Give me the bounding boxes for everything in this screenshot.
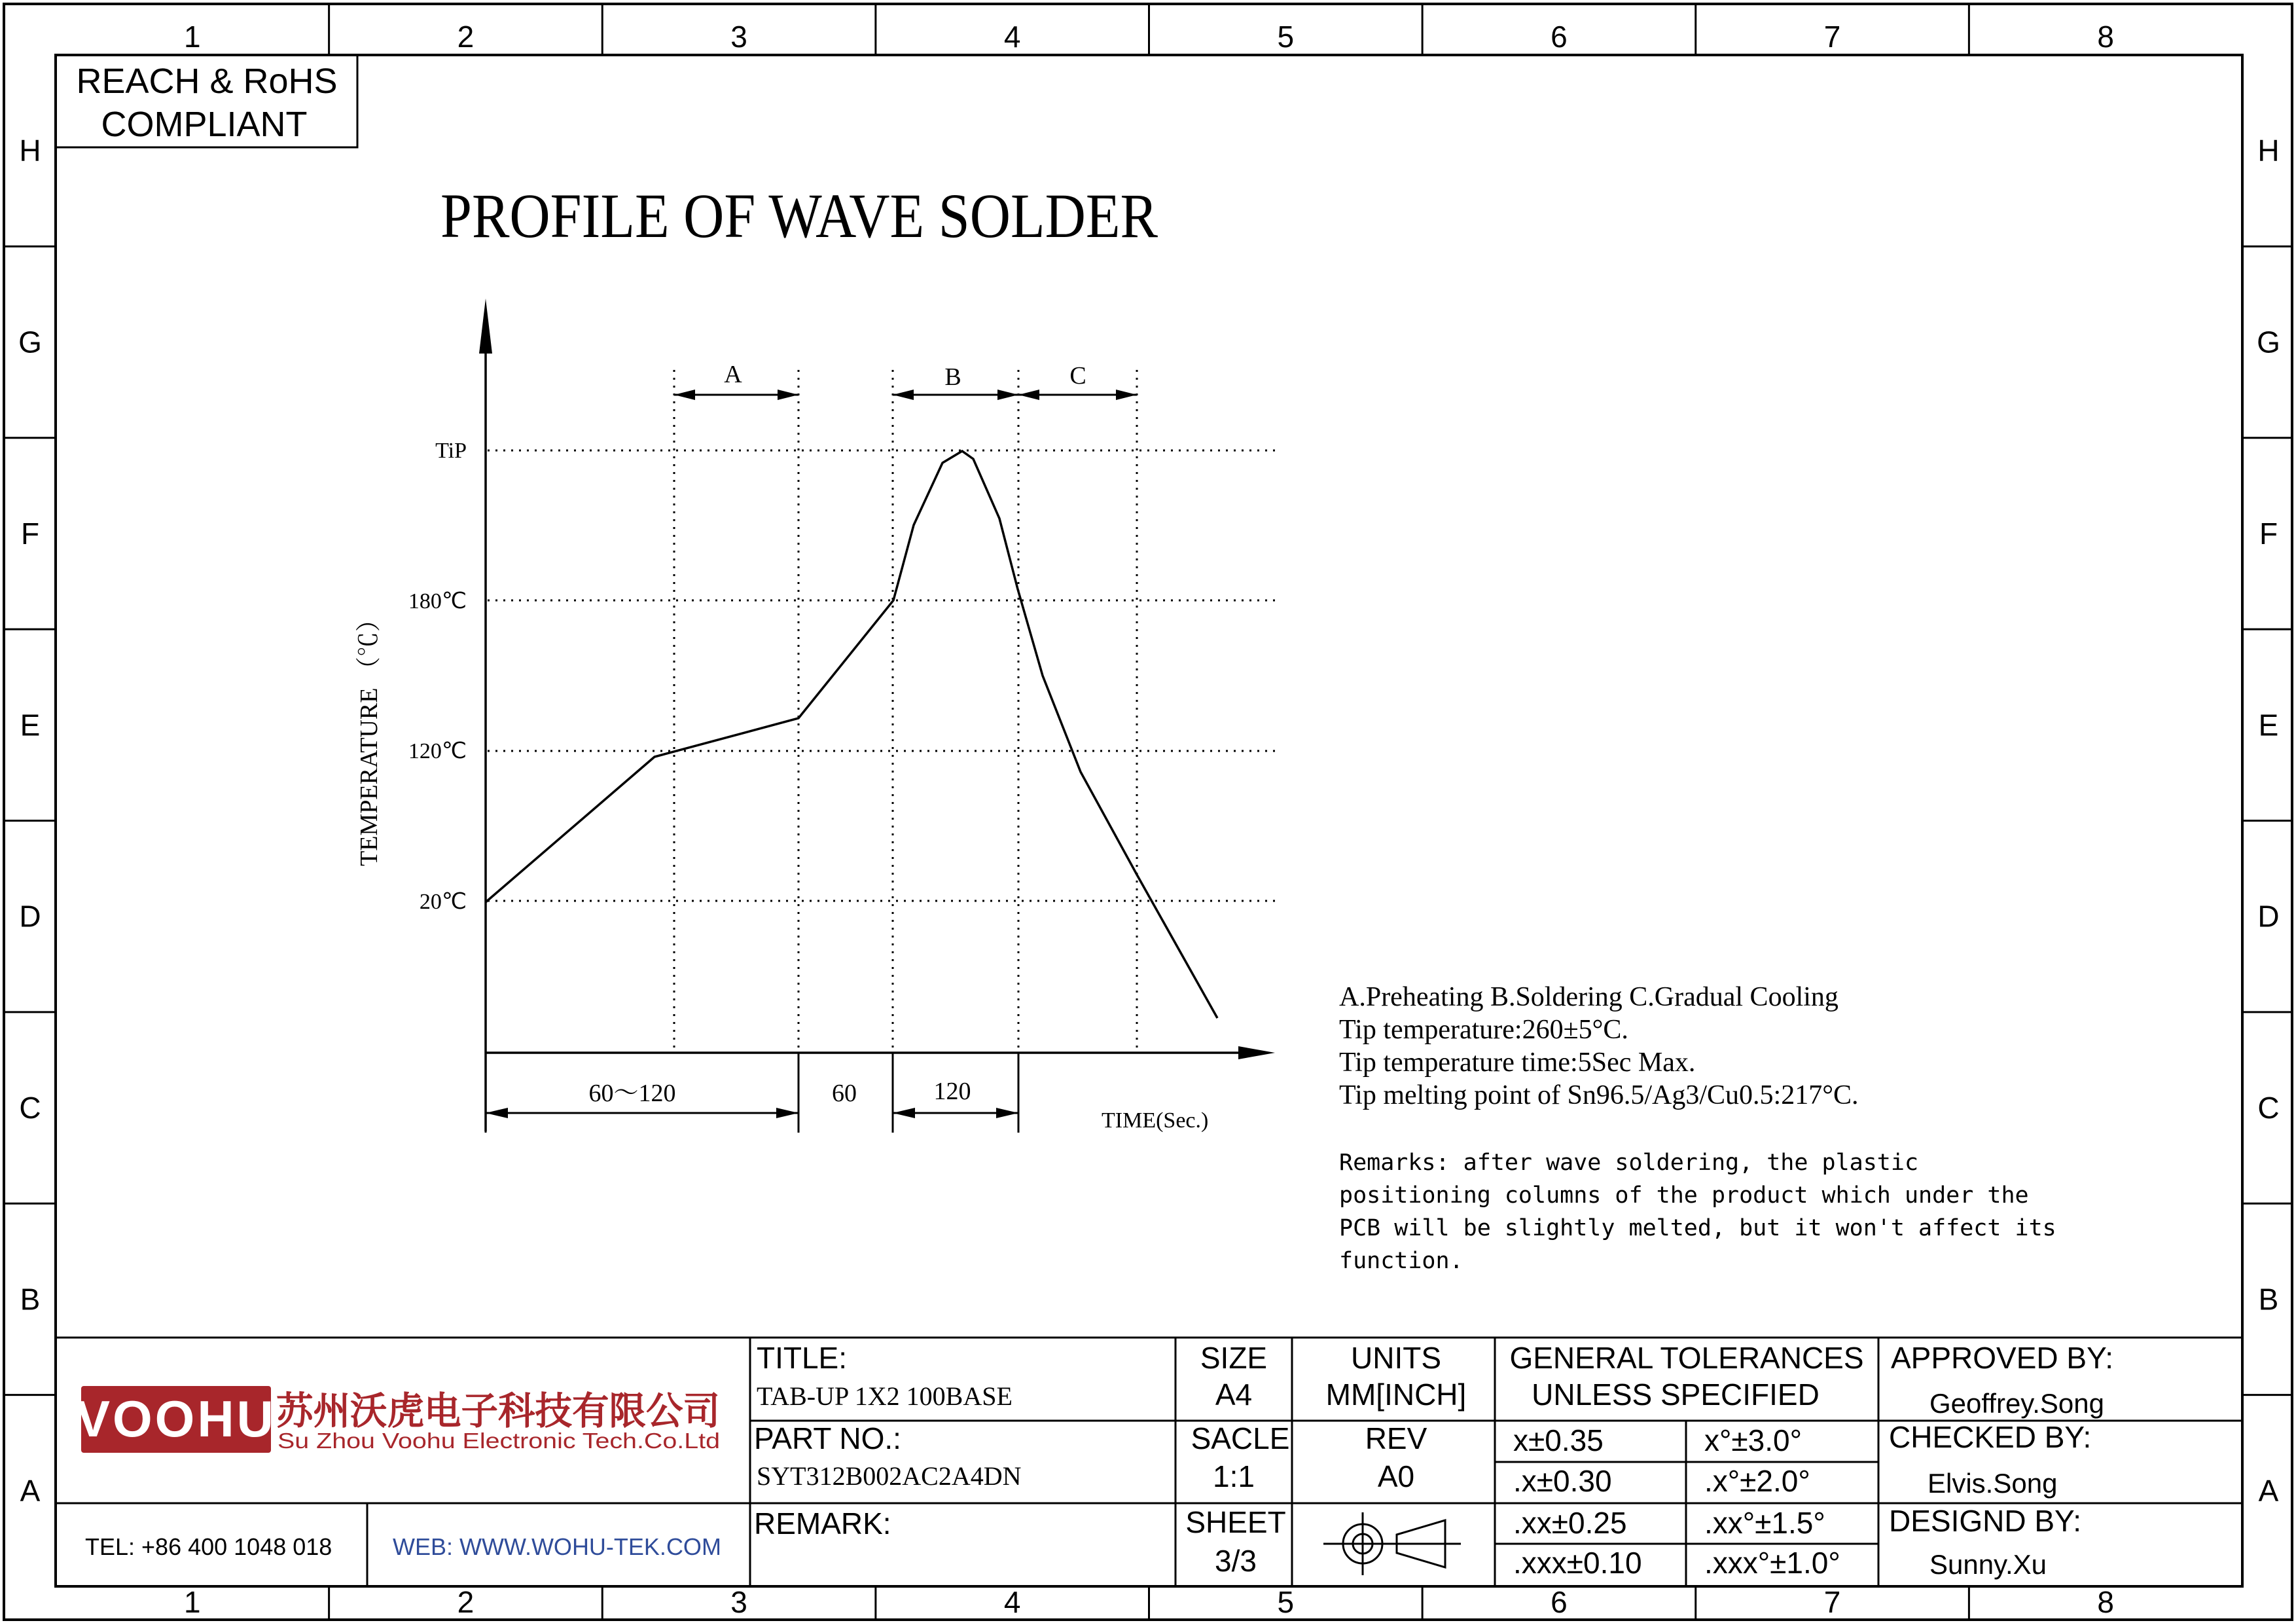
y-axis-label: TEMPERATURE （℃）	[355, 607, 383, 866]
row-label-left-G: G	[18, 325, 42, 359]
row-label-right-B: B	[2258, 1282, 2279, 1317]
column-label-top-4: 4	[1003, 20, 1021, 54]
guide-lines	[488, 370, 1275, 1051]
web-text: WEB: WWW.WOHU-TEK.COM	[393, 1533, 721, 1560]
tel-text: TEL: +86 400 1048 018	[85, 1533, 332, 1560]
projection-symbol	[1323, 1512, 1461, 1575]
zone-a-label: A	[724, 361, 742, 388]
column-label-top-3: 3	[730, 20, 747, 54]
column-label-bottom-4: 4	[1003, 1585, 1021, 1619]
tick-120: 120℃	[408, 739, 467, 763]
column-label-bottom-3: 3	[730, 1585, 747, 1619]
row-label-right-C: C	[2257, 1091, 2280, 1125]
note-line-3: Tip temperature time:5Sec Max.	[1339, 1048, 1696, 1078]
row-label-left-A: A	[20, 1473, 41, 1508]
logo-text: VOOHU	[75, 1390, 277, 1448]
row-label-right-F: F	[2259, 516, 2278, 551]
company-logo	[76, 1386, 276, 1453]
designed-value: Sunny.Xu	[1929, 1549, 2047, 1580]
column-label-top-8: 8	[2097, 20, 2114, 54]
title-block	[56, 1338, 2242, 1586]
row-label-left-H: H	[19, 134, 41, 168]
row-label-left-E: E	[20, 708, 41, 742]
tolerance-linear-0: x±0.35	[1513, 1423, 1604, 1457]
company-name-en: Su Zhou Voohu Electronic Tech.Co.Ltd	[278, 1429, 720, 1453]
remark-line-3: PCB will be slightly melted, but it won't affect its	[1339, 1215, 2056, 1241]
row-label-right-E: E	[2258, 708, 2279, 742]
tolerance-angular-1: .x°±2.0°	[1704, 1464, 1810, 1498]
column-label-bottom-7: 7	[1823, 1585, 1841, 1619]
tolerance-linear-2: .xx±0.25	[1513, 1506, 1627, 1540]
tolerance-linear-1: .x±0.30	[1513, 1464, 1612, 1498]
drawing-title: PROFILE OF WAVE SOLDER	[440, 181, 1158, 251]
solder-profile-diagram	[355, 299, 1275, 1133]
title-label: TITLE:	[757, 1341, 848, 1375]
row-label-left-F: F	[20, 516, 40, 551]
approved-label: APPROVED BY:	[1891, 1341, 2114, 1375]
tolerance-title-1: GENERAL TOLERANCES	[1509, 1341, 1864, 1375]
scale-label: SACLE	[1191, 1421, 1290, 1455]
duration-soldering: 120	[933, 1078, 971, 1105]
tick-20: 20℃	[419, 890, 467, 914]
column-label-bottom-6: 6	[1551, 1585, 1568, 1619]
tolerance-linear-3: .xxx±0.10	[1513, 1546, 1642, 1580]
column-label-top-6: 6	[1551, 20, 1568, 54]
sheet-label: SHEET	[1185, 1505, 1286, 1539]
remark-line-4: function.	[1339, 1248, 1463, 1274]
remark-line-2: positioning columns of the product which under the	[1339, 1182, 2029, 1209]
y-axis-arrow	[479, 299, 492, 354]
remark-label: REMARK:	[754, 1506, 891, 1541]
size-label: SIZE	[1200, 1341, 1268, 1375]
rev-value: A0	[1377, 1459, 1415, 1493]
zone-c-label: C	[1069, 362, 1086, 390]
column-label-top-7: 7	[1823, 20, 1841, 54]
units-value: MM[INCH]	[1325, 1377, 1467, 1412]
checked-value: Elvis.Song	[1928, 1468, 2058, 1499]
tolerance-angular-2: .xx°±1.5°	[1704, 1506, 1825, 1540]
duration-middle: 60	[832, 1080, 857, 1107]
compliance-box	[56, 55, 357, 147]
tolerance-angular-3: .xxx°±1.0°	[1704, 1546, 1840, 1580]
scale-value: 1:1	[1213, 1459, 1255, 1493]
part-value: SYT312B002AC2A4DN	[757, 1461, 1022, 1491]
checked-label: CHECKED BY:	[1889, 1420, 2092, 1454]
column-label-bottom-8: 8	[2097, 1585, 2114, 1619]
row-label-left-C: C	[19, 1091, 41, 1125]
tolerance-angular-0: x°±3.0°	[1704, 1423, 1802, 1457]
rev-label: REV	[1365, 1421, 1427, 1455]
row-label-right-D: D	[2257, 899, 2280, 934]
process-notes	[1339, 982, 1859, 1110]
zone-b-label: B	[944, 363, 961, 391]
remarks	[1339, 1150, 2056, 1274]
column-label-top-2: 2	[457, 20, 475, 54]
sheet-value: 3/3	[1215, 1544, 1257, 1578]
part-label: PART NO.:	[754, 1421, 901, 1455]
column-label-top-1: 1	[184, 20, 201, 54]
column-label-top-5: 5	[1277, 20, 1295, 54]
duration-preheat: 60～120	[588, 1080, 676, 1107]
row-label-right-A: A	[2258, 1473, 2279, 1508]
compliance-line-1: REACH & RoHS	[76, 62, 338, 101]
approved-value: Geoffrey.Song	[1929, 1388, 2104, 1419]
title-value: TAB-UP 1X2 100BASE	[757, 1381, 1013, 1411]
temperature-curve	[486, 451, 1217, 1018]
row-label-left-D: D	[19, 899, 41, 934]
units-label: UNITS	[1351, 1341, 1441, 1375]
row-label-right-G: G	[2257, 325, 2280, 359]
column-label-bottom-2: 2	[457, 1585, 475, 1619]
x-axis-arrow	[1238, 1046, 1275, 1059]
note-line-2: Tip temperature:260±5°C.	[1339, 1015, 1628, 1045]
row-label-left-B: B	[20, 1282, 41, 1317]
x-axis-label: TIME(Sec.)	[1102, 1108, 1209, 1133]
compliance-line-2: COMPLIANT	[101, 105, 308, 144]
tolerance-title-2: UNLESS SPECIFIED	[1532, 1377, 1820, 1412]
designed-label: DESIGND BY:	[1889, 1504, 2081, 1538]
remark-line-1: Remarks: after wave soldering, the plastic	[1339, 1150, 1919, 1176]
company-name-cn: 苏州沃虎电子科技有限公司	[276, 1390, 720, 1432]
note-line-4: Tip melting point of Sn96.5/Ag3/Cu0.5:217°C.	[1339, 1080, 1859, 1110]
column-label-bottom-5: 5	[1277, 1585, 1295, 1619]
column-label-bottom-1: 1	[184, 1585, 201, 1619]
size-value: A4	[1215, 1377, 1253, 1412]
note-line-1: A.Preheating B.Soldering C.Gradual Cooling	[1339, 982, 1839, 1012]
tick-180: 180℃	[408, 589, 467, 613]
tick-tip: TiP	[435, 439, 467, 463]
row-label-right-H: H	[2257, 134, 2280, 168]
